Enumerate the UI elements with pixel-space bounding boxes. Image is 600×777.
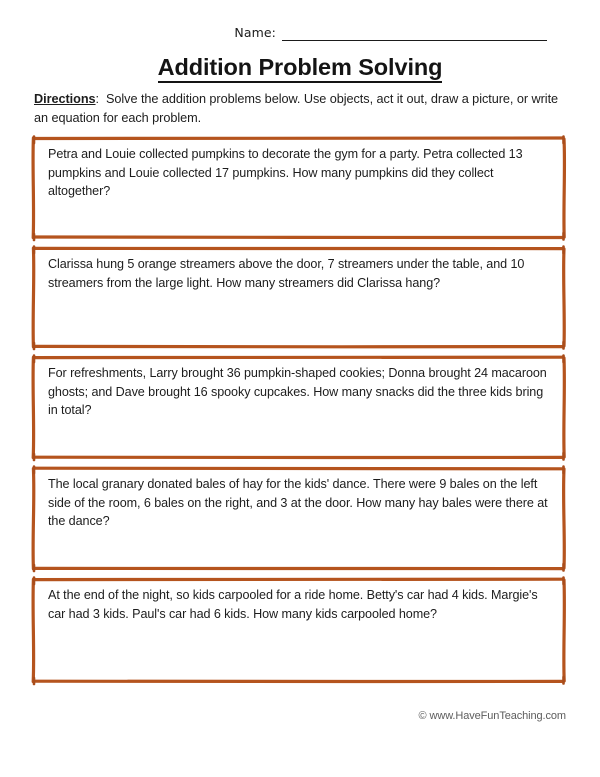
problem-box-3[interactable] bbox=[30, 355, 567, 460]
problem-box-1[interactable] bbox=[30, 136, 567, 240]
problem-5-text: At the end of the night, so kids carpooled for a ride home. Betty's car had 4 kids. Margie's car had 3 kids. Paul's car had 6 kids. How many kids carpooled home? bbox=[48, 588, 538, 621]
page-title-text: Addition Problem Solving bbox=[158, 54, 443, 83]
directions-label: Directions bbox=[34, 92, 96, 106]
name-label: Name: bbox=[234, 25, 276, 40]
problem-2-text: Clarissa hung 5 orange streamers above the door, 7 streamers under the table, and 10 streamers from the large light. How many streamers did Clarissa hang? bbox=[48, 257, 525, 290]
directions-separator: : bbox=[95, 92, 100, 106]
footer-copyright: © www.HaveFunTeaching.com bbox=[418, 710, 566, 722]
problem-1-text: Petra and Louie collected pumpkins to decorate the gym for a party. Petra collected 13 pumpkins and Louie collected 17 pumpkins. How many pumpkins did they collect altogether? bbox=[48, 147, 523, 199]
problem-box-4[interactable] bbox=[30, 466, 567, 571]
problem-4-text: The local granary donated bales of hay for the kids' dance. There were 9 bales on the left side of the room, 6 bales on the right, and 3 at the door. How many hay bales were there at the dance? bbox=[48, 477, 548, 529]
problem-3-text: For refreshments, Larry brought 36 pumpkin-shaped cookies; Donna brought 24 macaroon ghosts; and Dave brought 16 spooky cupcakes. How many snacks did the three kids bring in total? bbox=[48, 366, 547, 418]
name-input-blank[interactable] bbox=[282, 28, 547, 41]
problem-box-2[interactable] bbox=[30, 246, 567, 349]
problem-list bbox=[30, 136, 570, 690]
page-title bbox=[0, 54, 600, 81]
name-field-row bbox=[0, 26, 600, 41]
problem-box-5[interactable] bbox=[30, 577, 567, 684]
directions-text: Solve the addition problems below. Use objects, act it out, draw a picture, or write an equation for each problem. bbox=[34, 92, 559, 125]
directions-block bbox=[34, 90, 574, 127]
